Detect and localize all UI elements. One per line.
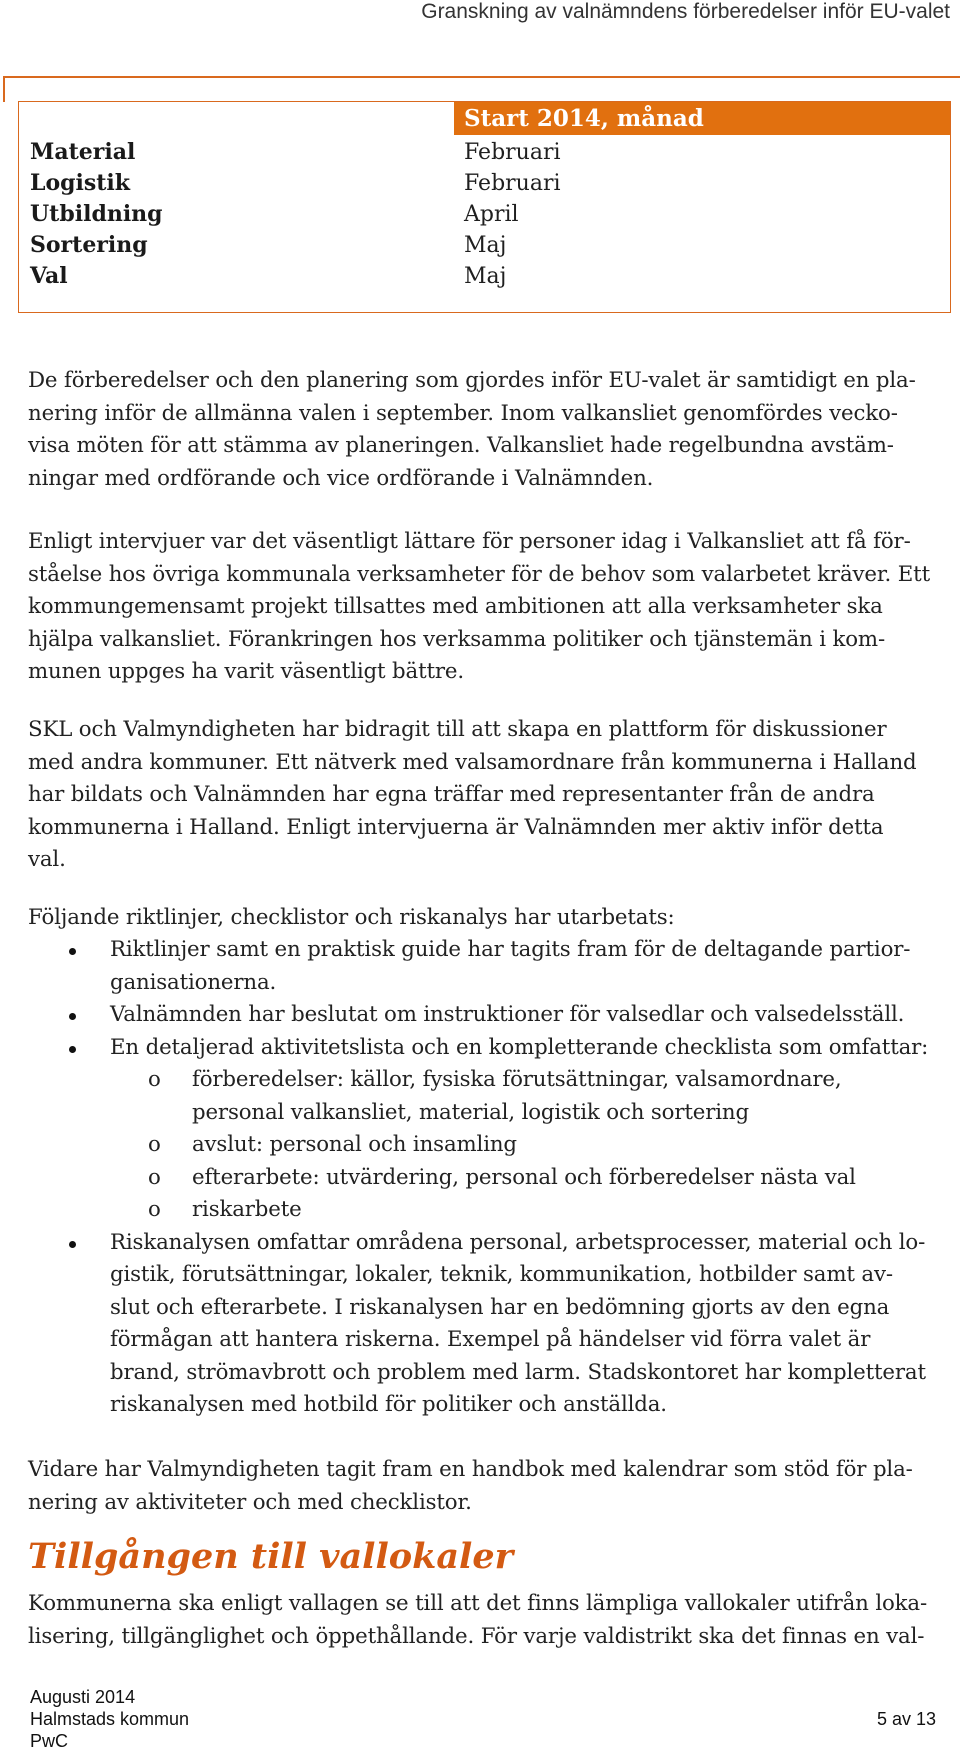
paragraph-planning: De förberedelser och den planering som gjordes inför EU-valet är samtidigt en pla- nering inför de allmänna valen i september. Inom valkansliet genomfördes vecko- visa möten för att stämma av planeringen. Valkansliet hade regelbundna avstäm- ningar med ordförande och vice ordförande i Valnämnden. [28, 368, 916, 491]
row-label: Val [30, 263, 68, 289]
footer-date: Augusti 2014 [30, 1687, 136, 1707]
bullet-icon [69, 1241, 76, 1248]
bullet-icon [69, 1013, 76, 1020]
sub-list-item: o efterarbete: utvärdering, personal och förberedelser nästa val [28, 1162, 948, 1195]
bullet-icon [69, 1046, 76, 1053]
footer-organization: Halmstads kommun [30, 1709, 190, 1729]
row-value: April [464, 202, 519, 227]
row-value: Februari [464, 140, 561, 165]
sub-bullet-icon: o [148, 1164, 161, 1190]
section-heading: Tillgången till vallokaler [28, 1536, 514, 1577]
row-value: Februari [464, 171, 561, 196]
list-item: Valnämnden har beslutat om instruktioner för valsedlar och valsedelsställ. [28, 999, 948, 1032]
header-rule [3, 76, 960, 78]
footer [30, 1686, 189, 1752]
sub-list-item: o avslut: personal och insamling [28, 1129, 948, 1162]
bullet-icon [69, 948, 76, 955]
page-number: 5 av 13 [876, 1709, 936, 1729]
paragraph-list-intro: Följande riktlinjer, checklistor och riskanalys har utarbetats: [28, 905, 675, 930]
row-label: Logistik [30, 170, 131, 196]
row-value: Maj [464, 264, 507, 289]
running-header: Granskning av valnämndens förberedelser inför EU-valet [421, 0, 950, 23]
table-row [19, 197, 950, 232]
table-column-header: Start 2014, månad [454, 102, 950, 135]
schedule-table [18, 101, 951, 313]
list-item: Riktlinjer samt en praktisk guide har tagits fram för de deltagande partior- ganisationerna. [28, 934, 948, 999]
paragraph-handbook: Vidare har Valmyndigheten tagit fram en handbok med kalendrar som stöd för pla- nering av aktiviteter och med checklistor. [28, 1457, 913, 1515]
sub-list-item: o riskarbete [28, 1194, 948, 1227]
sub-list-item: o förberedelser: källor, fysiska förutsättningar, valsamordnare, personal valkansliet, material, logistik och sortering [28, 1064, 948, 1129]
row-label: Material [30, 139, 136, 165]
guidelines-list [28, 934, 948, 1422]
row-label: Utbildning [30, 201, 163, 227]
paragraph-interviews: Enligt intervjuer var det väsentligt lättare för personer idag i Valkansliet att få för- ståelse hos övriga kommunala verksamheter för de behov som valarbetet kräver. Ett kommungemensamt projekt tillsattes med ambitionen att alla verksamheter ska hjälpa valkansliet. Förankringen hos verksamma politiker och tjänstemän i kom- munen uppges ha varit väsentligt bättre. [28, 529, 930, 684]
sub-bullet-icon: o [148, 1067, 161, 1092]
table-row [19, 135, 950, 170]
table-row [19, 228, 950, 263]
table-row [19, 166, 950, 201]
sub-bullet-icon: o [148, 1197, 161, 1222]
table-row [19, 259, 950, 294]
sub-bullet-icon: o [148, 1132, 161, 1157]
paragraph-polling-stations: Kommunerna ska enligt vallagen se till att det finns lämpliga vallokaler utifrån loka- lisering, tillgänglighet och öppethållande. För varje valdistrikt ska det finnas en val- [28, 1591, 928, 1649]
row-label: Sortering [30, 232, 148, 258]
footer-author: PwC [30, 1731, 69, 1751]
header-rule-corner [3, 76, 5, 102]
list-item: En detaljerad aktivitetslista och en kompletterande checklista som omfattar: [28, 1032, 948, 1065]
list-item: Riskanalysen omfattar områdena personal, arbetsprocesser, material och lo- gistik, förutsättningar, lokaler, teknik, kommunikation, hotbilder samt av- slut och efterarbete. I riskanalysen har en bedömning gjorts av den egna förmågan att hantera riskerna. Exempel på händelser vid förra valet är brand, strömavbrott och problem med larm. Stadskontoret har kompletterat riskanalysen med hotbild för politiker och anställda. [28, 1227, 948, 1422]
row-value: Maj [464, 233, 507, 258]
paragraph-network: SKL och Valmyndigheten har bidragit till att skapa en plattform för diskussioner med andra kommuner. Ett nätverk med valsamordnare från kommunerna i Halland har bildats och Valnämnden har egna träffar med representanter från de andra kommunerna i Halland. Enligt intervjuerna är Valnämnden mer aktiv inför detta val. [28, 717, 917, 872]
